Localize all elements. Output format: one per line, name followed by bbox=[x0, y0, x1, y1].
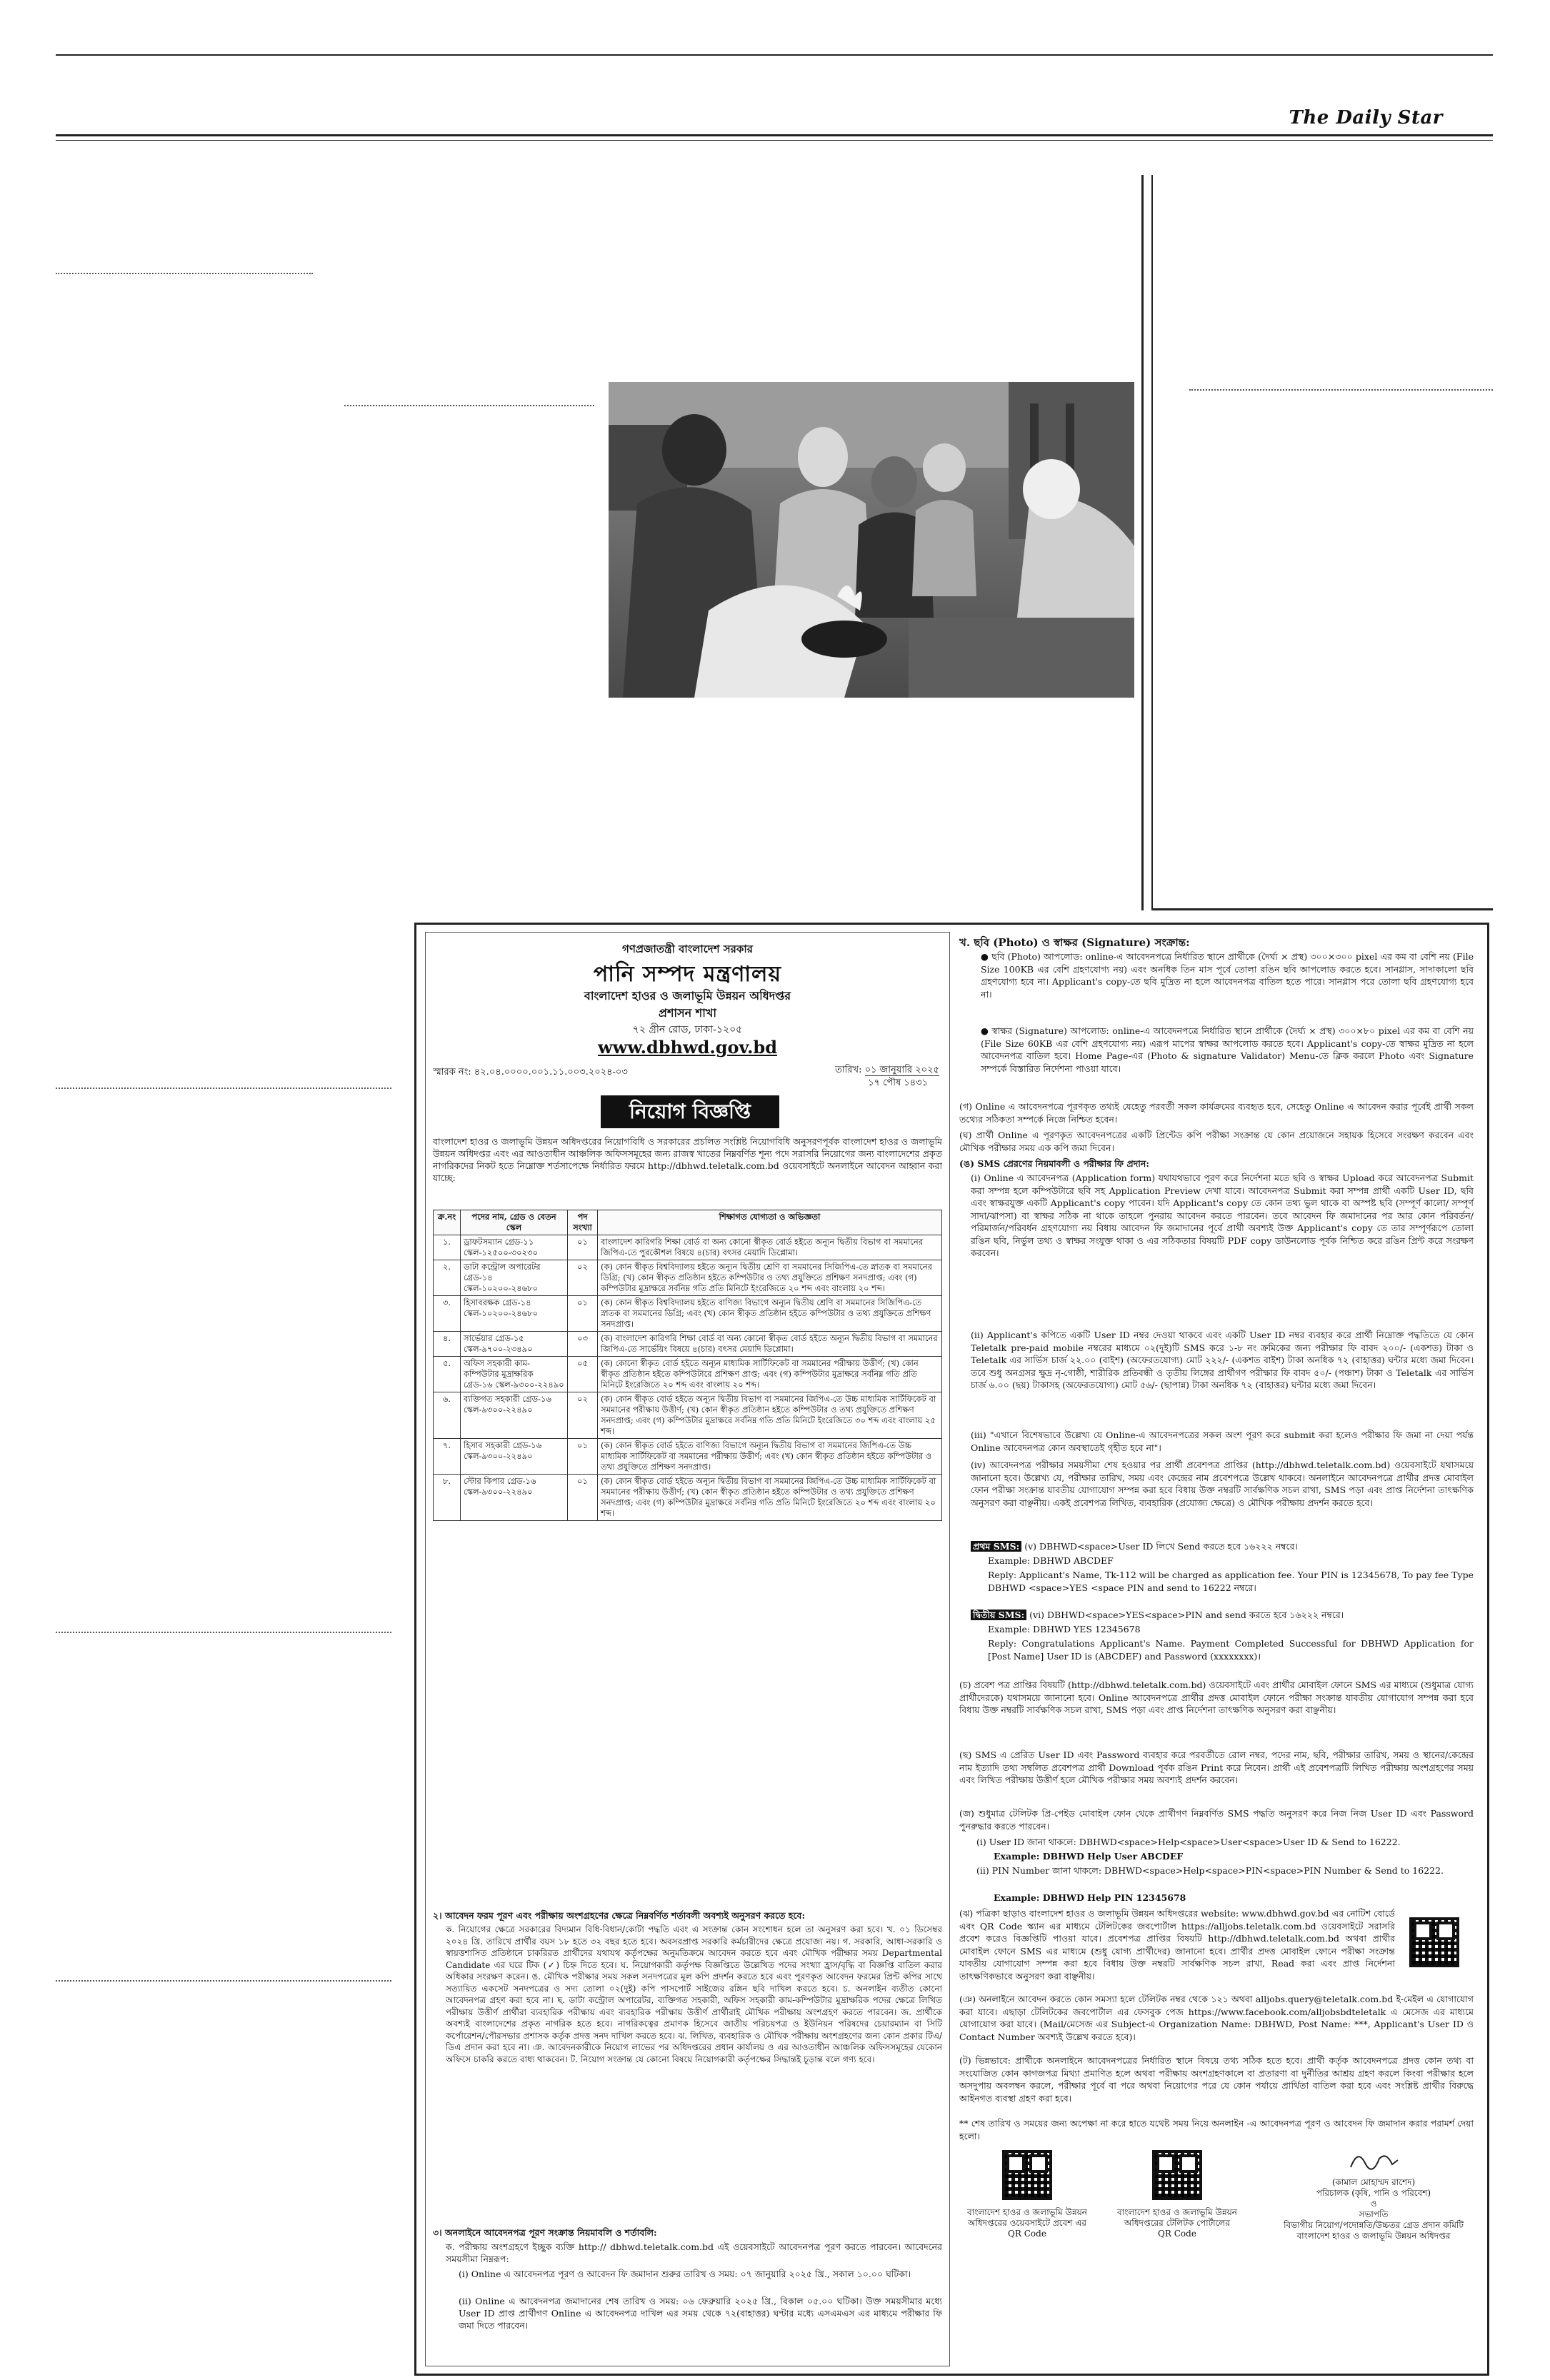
online-rule-a-ii: (ii) Online এ আবেদনপত্র জমাদানের শেষ তারিখ ও সময়: ০৬ ফেব্রুয়ারি ২০২৫ খ্রি., বিকাল ০৫.০০ ঘটিকা। উক্ত সময়সীমার মধ্যে User ID প্রাপ্ত প্রার্থীগণ Online এ আবেদনপত্র দাখিল এর সময় থেকে ৭২(বাহাত্তর) ঘণ্টার মধ্যে এসএমএস এর মাধ্যমে পরীক্ষার ফি জমা দিতে পারবেন। bbox=[459, 2296, 942, 2331]
second-sms-example: Example: DBHWD YES 12345678 bbox=[988, 1624, 1141, 1635]
cell-post: ড্রাফটসম্যান গ্রেড-১১ স্কেল-১২৫০০-৩০২৩০ bbox=[461, 1235, 568, 1260]
table-row bbox=[434, 1439, 942, 1475]
table-row bbox=[434, 1296, 942, 1332]
first-sms bbox=[971, 1540, 1474, 1553]
circular-right-column bbox=[959, 932, 1479, 2366]
rule-nh: (ঞ) অনলাইনে আবেদন করতে কোন সমস্যা হলে টেলিটক নম্বর থেকে ১২১ অথবা alljobs.query@teletalk.com.bd ই-মেইল এ যোগাযোগ করা যাবে। এছাড়া টেলিটকের জবপোর্টাল এর ফেসবুক পেজ https://www.facebook.com/alljobsbdteletalk এ মেসেজ এর মাধ্যমে যোগাযোগ করা যাবে। (Mail/মেসেজ এর Subject-এ Organization Name: DBHWD, Post Name: ***, Applicant's User ID ও Contact Number অবশ্যই উল্লেখ করতে হবে)। bbox=[959, 1994, 1474, 2042]
second-sms bbox=[971, 1609, 1474, 1622]
column-separator-double bbox=[1151, 175, 1153, 910]
table-row bbox=[434, 1392, 942, 1439]
cell-qualification: বাংলাদেশ কারিগরি শিক্ষা বোর্ড বা অন্য কোনো স্বীকৃত বোর্ড হইতে অন্যূন দ্বিতীয় বিভাগ বা সমমানের জিপিএ-তে পুরকৌশল বিষয়ে ৪(চার) বৎসর মেয়াদি ডিপ্লোমা। bbox=[598, 1235, 942, 1260]
cell-post: সার্ভেয়ার গ্রেড-১৫ স্কেল-৯৭০০-২৩৪৯০ bbox=[461, 1332, 568, 1357]
sms-rule-iii: (iii) "এখানে বিশেষভাবে উল্লেখ্য যে Online-এ আবেদনপত্রের সকল অংশ পূরণ করে submit করা হলেও পরীক্ষার ফি জমা না দেয়া পর্যন্ত Online আবেদনপত্র কোন অবস্থাতেই গৃহীত হবে না"। bbox=[971, 1430, 1474, 1453]
second-sms-reply: Reply: Congratulations Applicant's Name. Payment Completed Successful for DBHWD Application for [Post Name] User ID is (ABCDEF) and Password (xxxxxxxx)। bbox=[988, 1638, 1474, 1662]
second-sms-text: (vi) DBHWD<space>YES<space>PIN and send করতে হবে ১৬২২২ নম্বরে। bbox=[1029, 1610, 1344, 1620]
rule-j: (জ) শুধুমাত্র টেলিটক প্রি-পেইড মোবাইল ফোন থেকে প্রার্থীগণ নিম্নবর্ণিত SMS পদ্ধতি অনুসরণ করে নিজ নিজ User ID এবং Password পুনরুদ্ধার করতে পারবেন। bbox=[959, 1808, 1474, 1832]
date-gregorian: ০১ জানুয়ারি ২০২৫ bbox=[864, 1065, 939, 1075]
cell-serial: ৫. bbox=[434, 1357, 461, 1392]
article-break-rule bbox=[56, 273, 313, 274]
cell-count: ০১ bbox=[568, 1296, 598, 1332]
first-sms-example: Example: DBHWD ABCDEF bbox=[988, 1555, 1114, 1566]
signer-conjunction: ও bbox=[1370, 2199, 1377, 2209]
newspaper-logo: The Daily Star bbox=[1289, 107, 1443, 129]
masthead-rule-thin bbox=[56, 140, 1493, 141]
rule-j-ii-example: Example: DBHWD Help PIN 12345678 bbox=[994, 1892, 1186, 1903]
cell-post: অফিস সহকারী কাম-কম্পিউটার মুদ্রাক্ষরিক গ্রেড-১৬ স্কেল-৯৩০০-২২৪৯০ bbox=[461, 1357, 568, 1392]
photo-upload-rule: ● ছবি (Photo) আপলোড: online-এ আবেদনপত্রে নির্ধারিত স্থানে প্রার্থীকে (দৈর্ঘ্য × প্রস্থ) ৩০০×৩০০ pixel এর কম বা বেশি নয় (File Size 100KB এর বেশি গ্রহণযোগ্য নয়) এবং অনধিক তিন মাস পূর্বে তোলা রঙিন ছবি আপলোড করতে হবে। সানগ্লাস, সাদাকালো ছবি গ্রহণযোগ্য হবে না। Applicant's copy-তে ছবি মুদ্রিত না হলে আবেদনপত্র বাতিল হতে পারে। সানগ্লাস পরে তোলা ছবি গ্রহণযোগ্য হবে না। bbox=[981, 951, 1474, 1000]
conditions-heading: ২। আবেদন ফরম পূরণ এবং পরীক্ষায় অংশগ্রহণের ক্ষেত্রে নিম্নবর্ণিত শর্তাবলী অবশ্যই অনুসরণ করতে হবে: bbox=[433, 1910, 806, 1921]
online-rule-a-i: (i) Online এ আবেদনপত্র পূরণ ও আবেদন ফি জমাদান শুরুর তারিখ ও সময়: ০৭ জানুয়ারি ২০২৫ খ্রি., সকাল ১০.০০ ঘটিকা। bbox=[459, 2269, 911, 2279]
sms-rule-ii: (ii) Applicant's কপিতে একটি User ID নম্বর দেওয়া থাকবে এবং একটি User ID নম্বর ব্যবহার করে প্রার্থী নিম্নোক্ত পদ্ধতিতে যে কোন Teletalk pre-paid mobile নম্বরের মাধ্যমে ০২(দুই)টি SMS করে ১-৮ নং ক্রমিকের জন্য পরীক্ষার ফি বাবদ ২০০/- (একশত) টাকা ও Teletalk এর সার্ভিস চার্জ ২২.০০ (বাইশ) (অফেরতযোগ্য) মোট ২২২/- (একশত বাইশ) টাকা অনধিক ৭২ (বাহাত্তর) ঘন্টার মধ্যে জমা দিবেন। তবে শুধু অনগ্রসর ক্ষুদ্র নৃ-গোষ্ঠী, শারীরিক প্রতিবন্ধী ও তৃতীয় লিঙ্গের প্রার্থীগণ পরীক্ষার ফি বাবদ ৫০/- (পঞ্চাশ) টাকা ও Teletalk এর সার্ভিস চার্জ ৬.০০ (ছয়) টাকাসহ (অফেরতযোগ্য) মোট ৫৬/- (ছাপান্ন) টাকা অনধিক ৭২ (বাহাত্তর) ঘন্টার মধ্যে জমা দিবেন। bbox=[971, 1330, 1474, 1390]
intro-paragraph: বাংলাদেশ হাওর ও জলাভূমি উন্নয়ন অধিদপ্তরের নিয়োগবিধি ও সরকারের প্রচলিত সংশ্লিষ্ট নিয়োগবিধি অনুসরণপূর্বক বাংলাদেশ হাওর ও জলাভূমি উন্নয়ন অধিদপ্তর এবং এর আওতাধীন আঞ্চলিক অফিসসমূহের জন্য রাজস্ব খাতের নিম্নবর্ণিত শূন্য পদে সরাসরি নিয়োগের জন্য বাংলাদেশের প্রকৃত নাগরিকদের নিকট হতে নিম্নোক্ত শর্তসাপেক্ষে নির্ধারিত ফরমে http://dbhwd.teletalk.com.bd ওয়েবসাইটে অনলাইনে আবেদন আহ্বান করা যাচ্ছে: bbox=[433, 1136, 942, 1183]
qr-caption-website: বাংলাদেশ হাওর ও জলাভূমি উন্নয়ন অধিদপ্তরের ওয়েবসাইটে প্রবেশ এর QR Code bbox=[967, 2207, 1087, 2239]
rule-gh: (ঘ) প্রার্থী Online এ পূরণকৃত আবেদনপত্রের একটি প্রিন্টেড কপি পরীক্ষা সংক্রান্ত যে কোন প্রয়োজনে সহায়ক হিসেবে সংরক্ষণ করবেন এবং মৌখিক পরীক্ষার সময় এক কপি জমা দিবেন। bbox=[959, 1130, 1474, 1153]
government-name: গণপ্রজাতন্ত্রী বাংলাদেশ সরকার bbox=[622, 943, 753, 955]
cell-count: ০২ bbox=[568, 1260, 598, 1296]
cell-serial: ৬. bbox=[434, 1392, 461, 1439]
rule-chh: (ছ) SMS এ প্রেরিত User ID এবং Password ব্যবহার করে পরবর্তীতে রোল নম্বর, পদের নাম, ছবি, পরীক্ষার তারিখ, সময় ও স্থানের/কেন্দ্রের নাম ইত্যাদি তথ্য সম্বলিত প্রবেশপত্র প্রার্থী Download পূর্বক রঙিন Print করে নিবেন। প্রার্থী এই প্রবেশপত্রটি লিখিত পরীক্ষায় অংশগ্রহণের সময় এবং লিখিত পরীক্ষায় উত্তীর্ণ হলে মৌখিক পরীক্ষার সময় অবশ্যই প্রদর্শন করবেন। bbox=[959, 1749, 1474, 1785]
cell-post: স্টোর কিপার গ্রেড-১৬ স্কেল-৯৩০০-২২৪৯০ bbox=[461, 1475, 568, 1521]
masthead bbox=[0, 0, 1550, 150]
signer-name: (কামাল মোহাম্মদ রাশেদ) bbox=[1331, 2177, 1416, 2187]
cell-count: ০১ bbox=[568, 1439, 598, 1475]
qr-code-icon[interactable] bbox=[1002, 2150, 1052, 2200]
vacancy-table bbox=[433, 1210, 942, 1521]
cell-qualification: (ক) কোন স্বীকৃত বোর্ড হইতে বাণিজ্য বিভাগে অন্যূন দ্বিতীয় বিভাগ বা সমমানের জিপিএ-তে উচ্চ মাধ্যমিক সার্টিফিকেট বা সমমানের পরীক্ষায় উত্তীর্ণ; এবং (খ) কোন স্বীকৃত প্রতিষ্ঠান হইতে কম্পিউটার ও তথ্য প্রযুক্তিতে প্রশিক্ষণ সনদপ্রাপ্ত। bbox=[598, 1439, 942, 1475]
cell-qualification: (ক) কোনো স্বীকৃত বোর্ড হইতে অন্যূন মাধ্যমিক সার্টিফিকেট বা সমমানের পরীক্ষায় উত্তীর্ণ; (খ) কোন স্বীকৃত প্রতিষ্ঠান হইতে কম্পিউটারে প্রশিক্ষণ প্রাপ্ত; এবং (গ) কম্পিউটার মুদ্রাক্ষরে সর্বনিম্ন গতি প্রতি মিনিটে ইংরেজিতে ২০ শব্দ এবং বাংলায় ২০ শব্দ। bbox=[598, 1357, 942, 1392]
signature-upload-rule: ● স্বাক্ষর (Signature) আপলোড: online-এ আবেদনপত্রে নির্ধারিত স্থানে প্রার্থীকে (দৈর্ঘ্য × প্রস্থ) ৩০০×৮০ pixel এর কম বা বেশি নয় (File Size 60KB এর বেশি গ্রহণযোগ্য নয়) এরূপ মাপের স্বাক্ষর আপলোড করতে হবে। Applicant's copy-তে স্বাক্ষর মুদ্রিত না হলে আবেদনপত্র বাতিল হবে। Home Page-এর (Photo & signature Validator) Menu-তে ক্লিক করলে Photo এবং Signature সম্পর্কে বিস্তারিত নির্দেশনা পাওয়া যাবে। bbox=[981, 1025, 1474, 1074]
rule-t: (ট) ভিন্নভাবে: প্রার্থীকে অনলাইনে আবেদনপত্রের নির্ধারিত স্থানে বিষয়ে তথ্য সঠিক হতে হবে। প্রার্থী কর্তৃক আবেদনপত্রে প্রদত্ত কোন তথ্য বা সংযোজিত কোন কাগজপত্র মিথ্যা প্রমাণিত হলে অথবা পরীক্ষায় অংশগ্রহণকালে বা প্রতারণা বা দুর্নীতির আশ্রয় গ্রহণ করলে কিংবা পরীক্ষার হলে অসদুপায় অবলম্বন করলে, পরীক্ষার পূর্বে বা পরে অথবা নিয়োগের পরে যে কোন পর্যায়ে প্রার্থিতা বাতিল করা হবে এবং সংশ্লিষ্ট প্রার্থীর বিরুদ্ধে আইনগত ব্যবস্থা গ্রহণ করা হবে। bbox=[959, 2055, 1474, 2104]
final-note: ** শেষ তারিখ ও সময়ের জন্য অপেক্ষা না করে হাতে যথেষ্ট সময় নিয়ে অনলাইন -এ আবেদনপত্র পূরণ ও আবেদন ফি জমাদান করার পরামর্শ দেয়া হলো। bbox=[959, 2118, 1474, 2142]
table-row bbox=[434, 1357, 942, 1392]
cell-post: হিসাব সহকারী গ্রেড-১৬ স্কেল-৯৩০০-২২৪৯০ bbox=[461, 1439, 568, 1475]
rule-jh: (ঝ) পত্রিকা ছাড়াও বাংলাদেশ হাওর ও জলাভূমি উন্নয়ন অধিদপ্তরের website: www.dbhwd.gov.bd এর নোটিশ বোর্ডে এবং QR Code স্ক্যান এর মাধ্যমে টেলিটকের জবপোর্টাল https://alljobs.teletalk.com.bd ওয়েবসাইটে সরাসরি প্রবেশ করেও বিজ্ঞপ্তিটি পাওয়া যাবে। প্রবেশপত্র প্রাপ্তির বিষয়টি http://dbhwd.teletalk.com.bd অথবা প্রার্থীর মোবাইল ফোনে SMS এর মাধ্যমে (শুধু যোগ্য প্রার্থীদের) জানানো হবে। প্রার্থীর প্রদত্ত মোবাইল ফোনে পরীক্ষা সংক্রান্ত যাবতীয় যোগাযোগ সম্পন্ন করা হবে বিধায় উক্ত নম্বরটি সার্বক্ষণিক সচল রাখা, Read করা এবং প্রাপ্ত নির্দেশনা তাৎক্ষণিকভাবে অনুসরণ করা বাঞ্ছনীয়। bbox=[959, 1908, 1395, 1982]
col-qualification: শিক্ষাগত যোগ্যতা ও অভিজ্ঞতা bbox=[598, 1210, 942, 1235]
cell-serial: ৮. bbox=[434, 1475, 461, 1521]
circular-left-column bbox=[425, 932, 950, 2366]
cell-qualification: (ক) কোন স্বীকৃত বোর্ড হইতে অন্যূন দ্বিতীয় বিভাগ বা সমমানের জিপিএ-তে উচ্চ মাধ্যমিক সার্টিফিকেট বা সমমানের পরীক্ষায় উত্তীর্ণ; (খ) কোন স্বীকৃত প্রতিষ্ঠান হইতে কম্পিউটার ও তথ্য প্রযুক্তিতে প্রশিক্ষণ সনদপ্রাপ্ত; এবং (গ) কম্পিউটার মুদ্রাক্ষরে সর্বনিম্ন গতি প্রতি মিনিটে ইংরেজিতে ৩০ শব্দ এবং বাংলায় ২৫ শব্দ। bbox=[598, 1392, 942, 1439]
photo-illustration bbox=[609, 382, 1134, 698]
first-sms-reply: Reply: Applicant's Name, Tk-112 will be charged as application fee. Your PIN is 12345678, To pay fee Type DBHWD <space>YES <space PIN and send to 16222 নম্বরে। bbox=[988, 1570, 1474, 1593]
cell-qualification: (ক) কোন স্বীকৃত বিশ্ববিদ্যালয় হইতে বাণিজ্য বিভাগে অন্যূন দ্বিতীয় শ্রেণি বা সমমানের সিজিপিএ-তে স্নাতক বা সমমানের ডিগ্রি; এবং (খ) কোন স্বীকৃত প্রতিষ্ঠান হইতে কম্পিউটার ও তথ্য প্রযুক্তিতে প্রশিক্ষণ সনদপ্রাপ্ত। bbox=[598, 1296, 942, 1332]
signature-icon bbox=[1345, 2146, 1402, 2174]
rule-j-i-example: Example: DBHWD Help User ABCDEF bbox=[994, 1851, 1184, 1862]
date-block bbox=[835, 1064, 939, 1090]
first-sms-label: প্রথম SMS: bbox=[971, 1541, 1021, 1552]
cell-count: ০১ bbox=[568, 1475, 598, 1521]
rule-j-i: (i) User ID জানা থাকলে: DBHWD<space>Help<space>User<space>User ID & Send to 16222. bbox=[976, 1837, 1401, 1847]
rule-j-ii: (ii) PIN Number জানা থাকলে: DBHWD<space>Help<space>PIN<space>PIN Number & Send to 16222. bbox=[976, 1865, 1444, 1876]
cell-count: ০৩ bbox=[568, 1332, 598, 1357]
cell-count: ০১ bbox=[568, 1235, 598, 1260]
article-break-rule bbox=[56, 1980, 391, 1982]
website-link[interactable]: www.dbhwd.gov.bd bbox=[598, 1037, 777, 1058]
second-sms-label: দ্বিতীয় SMS: bbox=[971, 1610, 1026, 1620]
cell-post: ডাটা কন্ট্রোল অপারেটর গ্রেড-১৪ স্কেল-১০২০০-২৪৬৮০ bbox=[461, 1260, 568, 1296]
conditions-list: ক. নিয়োগের ক্ষেত্রে সরকারের বিদ্যমান বিধি-বিধান/কোটা পদ্ধতি এবং এ সংক্রান্ত কোন সংশোধন হলে তা অনুসরণ করা হবে। খ. ০১ ডিসেম্বর ২০২৪ খ্রি. তারিখে প্রার্থীর বয়স ১৮ হতে ৩২ বছর হতে হবে। অবসরপ্রাপ্ত সরকারি কর্মচারীদের ক্ষেত্রে প্রযোজ্য নয়। গ. সরকারি, আধা-সরকারি ও স্বায়ত্তশাসিত প্রতিষ্ঠানে চাকরিরত প্রার্থীদের যথাযথ কর্তৃপক্ষের অনুমতিক্রমে আবেদন করতে হবে এবং মৌখিক পরীক্ষার সময় Departmental Candidate এর ঘরে টিক (✓) চিহ্ন দিতে হবে। ঘ. নিয়োগকারী কর্তৃপক্ষ বিজ্ঞপ্তিতে উল্লেখিত পদের সংখ্যা হ্রাস/বৃদ্ধি বা বিজ্ঞপ্তি বাতিল করার অধিকার সংরক্ষণ করেন। ঙ. মৌখিক পরীক্ষার সময় সকল সনদপত্রের মূল কপি প্রদর্শন করতে হবে এবং পূরণকৃত আবেদন ফরমের প্রিন্ট কপির সাথে সত্যায়িত একসেট সনদপত্রের ও সদ্য তোলা ০২(দুই) কপি পাসপোর্ট সাইজের রঙ্গিন ছবি দাখিল করতে হবে। চ. অনলাইন ব্যতীত কোনো আবেদনপত্র গ্রহণ করা হবে না। ছ. ডাটা কন্ট্রোল অপারেটর, ব্যক্তিগত সহকারী, অফিস সহকারী কাম-কম্পিউটার মুদ্রাক্ষরিক পদের ক্ষেত্রে লিখিত পরীক্ষায় উত্তীর্ণ প্রার্থীরা ব্যবহারিক পরীক্ষায় এবং ব্যবহারিক পরীক্ষায় উত্তীর্ণ প্রার্থীরাই মৌখিক পরীক্ষায় অংশগ্রহণ করতে পারবেন। জ. প্রার্থীকে অবশ্যই বাংলাদেশের প্রকৃত নাগরিক হতে হবে। নাগরিকত্বের প্রমাণক হিসেবে জাতীয় পরিচয়পত্র ও ইউনিয়ন পরিষদের চেয়ারম্যান বা সিটি কর্পোরেশন/পৌরসভার প্রশাসক কর্তৃক প্রদত্ত সনদ দাখিল করতে হবে। ঝ. লিখিত, ব্যবহারিক ও মৌখিক পরীক্ষায় অংশগ্রহণের জন্য কোন প্রকার টিএ/ডিএ প্রদান করা হবে না। ঞ. আবেদনকারীকে নিয়োগ লাভের পর অধিদপ্তরের প্রধান কার্যালয় ও এর আওতাধীন আঞ্চলিক অফিসসমূহের যেকোন অফিসে চাকরি করতে বাধ্য থাকবেন। ট. নিয়োগ সংক্রান্ত যে কোনো বিষয়ে নিয়োগকারী কর্তৃপক্ষের সিদ্ধান্তই চূড়ান্ত বলে গণ্য হবে। bbox=[446, 1924, 942, 2064]
qr-caption-portal: বাংলাদেশ হাওর ও জলাভূমি উন্নয়ন অধিদপ্তরের টেলিটক পোর্টালের QR Code bbox=[1117, 2207, 1237, 2239]
date-label: তারিখ: bbox=[835, 1065, 862, 1075]
memo-number: স্মারক নং: ৪২.০৪.০০০০.০০১.১১.০০৩.২০২৪-০৩ bbox=[433, 1067, 628, 1078]
article-break-rule bbox=[1189, 389, 1493, 391]
sms-rule-iv: (iv) আবেদনপত্র পরীক্ষার সময়সীমা শেষ হওয়ার পর প্রার্থী প্রবেশপত্র প্রাপ্তির (http://dbhwd.teletalk.com.bd) ওয়েবসাইটে যথাসময়ে জানানো হবে। উল্লেখ্য যে, পরীক্ষার তারিখ, সময় এবং কেন্দ্রের নাম প্রবেশপত্রে উল্লেখ থাকবে। অনলাইনে আবেদনপত্রে প্রার্থীর প্রদত্ত মোবাইল ফোন পরীক্ষা সংক্রান্ত যাবতীয় যোগাযোগ সম্পন্ন করা হবে বিধায় উক্ত নম্বরটি সার্বক্ষণিক সচল রাখা, SMS পড়া এবং প্রাপ্ত নির্দেশনা তাৎক্ষণিক অনুসরণ করা বাঞ্ছনীয়। একই প্রবেশপত্র লিখিত, ব্যবহারিক (প্রযোজ্য ক্ষেত্রে) ও মৌখিক পরীক্ষায় প্রদর্শন করতে হবে। bbox=[971, 1460, 1474, 1508]
job-circular-advertisement bbox=[414, 923, 1489, 2376]
online-rule-a: ক. পরীক্ষায় অংশগ্রহণে ইচ্ছুক ব্যক্তি http:// dbhwd.teletalk.com.bd এই ওয়েবসাইটে আবেদনপত্র পূরণ করতে পারবেন। আবেদনের সময়সীমা নিম্নরূপ: bbox=[446, 2241, 942, 2264]
date-bengali: ১৭ পৌষ ১৪৩১ bbox=[868, 1078, 929, 1088]
table-header-row bbox=[434, 1210, 942, 1235]
col-serial: ক্র.নং bbox=[434, 1210, 461, 1235]
signer-title: পরিচালক (কৃষি, পানি ও পরিবেশ) bbox=[1316, 2188, 1431, 2198]
cell-qualification: (ক) বাংলাদেশ কারিগরি শিক্ষা বোর্ড বা অন্য কোনো স্বীকৃত বোর্ড হইতে অন্যূন দ্বিতীয় বিভাগ বা সমমানের জিপিএ-তে সার্ভেয়িং বিষয়ে ৪(চার) বৎসর মেয়াদি ডিপ্লোমা। bbox=[598, 1332, 942, 1357]
notice-title: নিয়োগ বিজ্ঞপ্তি bbox=[601, 1095, 779, 1128]
qr-code-icon[interactable] bbox=[1409, 1917, 1459, 1967]
article-break-rule bbox=[344, 405, 594, 406]
photo-signature-heading: খ. ছবি (Photo) ও স্বাক্ষর (Signature) সংক্রান্ত: bbox=[959, 936, 1190, 949]
rule-ch: (চ) প্রবেশ পত্র প্রাপ্তির বিষয়টি (http://dbhwd.teletalk.com.bd) ওয়েবসাইটে এবং প্রার্থীর মোবাইল ফোনে SMS এর মাধ্যমে (শুধুমাত্র যোগ্য প্রার্থীদেরকে) যথাসময়ে জানানো হবে। Online আবেদনপত্রে প্রার্থীর প্রদত্ত মোবাইল ফোনে পরীক্ষা সংক্রান্ত যাবতীয় যোগাযোগ সম্পন্ন করা হবে বিধায় উক্ত নম্বরটি সার্বক্ষণিক সচল রাখা, SMS পড়া এবং প্রাপ্ত নির্দেশনা তাৎক্ষণিক অনুসরণ করা বাঞ্ছনীয়। bbox=[959, 1679, 1474, 1715]
branch-name: প্রশাসন শাখা bbox=[659, 1006, 716, 1020]
signer-committee: বিভাগীয় নিয়োগ/পদোন্নতি/উচ্চতর গ্রেড প্রদান কমিটি বাংলাদেশ হাওর ও জলাভূমি উন্নয়ন অধিদপ্তর bbox=[1284, 2220, 1464, 2241]
sms-rule-i: (i) Online এ আবেদনপত্র (Application form) যথাযথভাবে পূরণ করে নির্দেশনা মতে ছবি ও স্বাক্ষর Upload করে আবেদনপত্র Submit করা সম্পন্ন হলে কম্পিউটারে ছবি সহ Application Preview দেখা যাবে। আবেদনপত্র Submit করা সম্পন্ন প্রার্থী একটি User ID, ছবি এবং স্বাক্ষরযুক্ত একটি Applicant's copy পাবেন। যদি Applicant's copy তে কোন তথ্য ভুল থাকে বা অস্পষ্ট ছবি (সম্পূর্ণ কালো/ সম্পূর্ণ সাদা/ঝাপসা) বা স্বাক্ষর সঠিক না থাকে তাহলে পুনরায় আবেদন করতে পারবেন। তবে আবেদন ফি জমাদানের পর আর কোন পরিবর্তন/ পরিমার্জন/পরিবর্ধন গ্রহণযোগ্য নয় বিধায় আবেদন ফি জমাদানের পূর্বে প্রার্থী অবশ্যই উক্ত Applicant's copy তে তার সম্পূর্ণরূপে তোলা রঙিন ছবি, নির্ভুল তথ্য ও স্বাক্ষর সংযুক্ত থাকা ও এর সঠিকতার বিষয়টি PDF copy ডাউনলোড পূর্বক নিশ্চিত করে রঙিন প্রিন্ট করে সংরক্ষণ করবেন। bbox=[971, 1173, 1474, 1258]
table-row bbox=[434, 1475, 942, 1521]
col-post: পদের নাম, গ্রেড ও বেতন স্কেল bbox=[461, 1210, 568, 1235]
cell-serial: ৩. bbox=[434, 1296, 461, 1332]
cell-serial: ২. bbox=[434, 1260, 461, 1296]
office-address: ৭২ গ্রীন রোড, ঢাকা-১২০৫ bbox=[632, 1024, 743, 1035]
rule-g: (গ) Online এ আবেদনপত্রে পূরণকৃত তথ্যই যেহেতু পরবর্তী সকল কার্যক্রমের ব্যবহৃত হবে, সেহেতু Online এ আবেদন করার পূর্বেই প্রার্থী সকল তথ্যের সঠিকতা সম্পর্কে নিজে নিশ্চিত হবেন। bbox=[959, 1101, 1474, 1125]
column-separator bbox=[1141, 175, 1144, 910]
col-count: পদ সংখ্যা bbox=[568, 1210, 598, 1235]
cell-count: ০৫ bbox=[568, 1357, 598, 1392]
ministry-name: পানি সম্পদ মন্ত্রণালয় bbox=[593, 962, 782, 987]
table-row bbox=[434, 1332, 942, 1357]
cell-post: হিসাবরক্ষক গ্রেড-১৪ স্কেল-১০২০০-২৪৬৮০ bbox=[461, 1296, 568, 1332]
signature-block bbox=[1274, 2146, 1474, 2241]
table-row bbox=[434, 1260, 942, 1296]
article-break-rule bbox=[56, 1632, 391, 1633]
cell-serial: ৪. bbox=[434, 1332, 461, 1357]
first-sms-text: (v) DBHWD<space>User ID লিখে Send করতে হবে ১৬২২২ নম্বরে। bbox=[1024, 1541, 1298, 1552]
sms-heading: (ঙ) SMS প্রেরণের নিয়মাবলী ও পরীক্ষার ফি প্রদান: bbox=[959, 1158, 1149, 1169]
table-row bbox=[434, 1235, 942, 1260]
signer-role: সভাপতি bbox=[1359, 2209, 1389, 2219]
article-break-rule bbox=[56, 1088, 391, 1089]
top-rule bbox=[56, 54, 1493, 56]
cell-serial: ১. bbox=[434, 1235, 461, 1260]
cell-count: ০২ bbox=[568, 1392, 598, 1439]
news-photo bbox=[609, 382, 1134, 698]
qr-code-icon[interactable] bbox=[1152, 2150, 1202, 2200]
department-name: বাংলাদেশ হাওর ও জলাভূমি উন্নয়ন অধিদপ্তর bbox=[584, 989, 791, 1003]
cell-serial: ৭. bbox=[434, 1439, 461, 1475]
cell-qualification: (ক) কোন স্বীকৃত বোর্ড হইতে অন্যূন দ্বিতীয় বিভাগ বা সমমানের জিপিএ-তে উচ্চ মাধ্যমিক সার্টিফিকেট বা সমমানের পরীক্ষায় উত্তীর্ণ; (খ) কোন স্বীকৃত প্রতিষ্ঠান হইতে কম্পিউটার ও তথ্য প্রযুক্তিতে প্রশিক্ষণ সনদপ্রাপ্ত; এবং (গ) কম্পিউটার মুদ্রাক্ষরে সর্বনিম্ন গতি প্রতি মিনিটে ইংরেজিতে ২০ শব্দ এবং বাংলায় ২০ শব্দ। bbox=[598, 1475, 942, 1521]
cell-qualification: (ক) কোন স্বীকৃত বিশ্ববিদ্যালয় হইতে অন্যূন দ্বিতীয় শ্রেণি বা সমমানের সিজিপিএ-তে স্নাতক বা সমমানের ডিগ্রি; (খ) কোন স্বীকৃত প্রতিষ্ঠান হইতে কম্পিউটার ও তথ্য প্রযুক্তিতে প্রশিক্ষণ সনদপ্রাপ্ত; এবং (গ) কম্পিউটার মুদ্রাক্ষরে সর্বনিম্ন গতি প্রতি মিনিটে ইংরেজিতে ২০ শব্দ এবং বাংলায় ২০ শব্দ। bbox=[598, 1260, 942, 1296]
cell-post: ব্যক্তিগত সহকারী গ্রেড-১৬ স্কেল-৯৩০০-২২৪৯০ bbox=[461, 1392, 568, 1439]
online-heading: ৩। অনলাইনে আবেদনপত্র পূরণ সংক্রান্ত নিয়মাবলি ও শর্তাবলি: bbox=[433, 2227, 657, 2238]
masthead-rule-thick bbox=[56, 134, 1493, 136]
column-foot-rule bbox=[1153, 908, 1493, 910]
